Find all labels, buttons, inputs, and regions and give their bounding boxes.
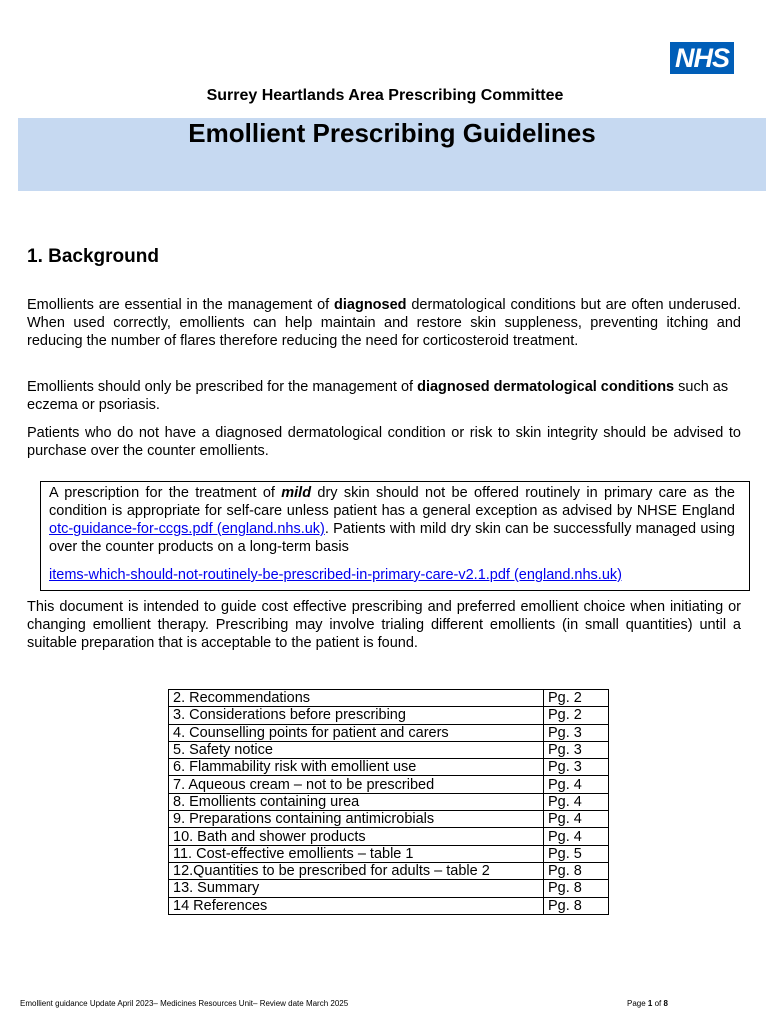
contents-page: Pg. 2 [544, 690, 609, 707]
committee-name: Surrey Heartlands Area Prescribing Committee [206, 87, 564, 104]
contents-row [169, 724, 609, 741]
contents-section: 3. Considerations before prescribing [169, 707, 544, 724]
contents-page: Pg. 3 [544, 724, 609, 741]
contents-section: 12.Quantities to be prescribed for adults – table 2 [169, 862, 544, 879]
notice-link-row [49, 566, 622, 584]
contents-section: 4. Counselling points for patient and carers [169, 724, 544, 741]
contents-row [169, 776, 609, 793]
contents-row [169, 897, 609, 914]
items-not-routinely-prescribed-link[interactable]: items-which-should-not-routinely-be-prescribed-in-primary-care-v2.1.pdf (england.nhs.uk) [49, 567, 622, 583]
notice-text: A prescription for the treatment of mild dry skin should not be offered routinely in primary care as the condition is appropriate for self-care unless patient has a general exception as advised by NHSE England otc-guidance-for-ccgs.pdf (england.nhs.uk). Patients with mild dry skin can be successfully managed using over the counter products on a long-term basis [49, 485, 735, 555]
contents-page: Pg. 4 [544, 776, 609, 793]
document-title: Emollient Prescribing Guidelines [188, 118, 596, 148]
background-paragraph-1: Emollients are essential in the management of diagnosed dermatological conditions but are often underused. When used correctly, emollients can help maintain and restore skin suppleness, preventing itching and reducing the number of flares therefore reducing the need for corticosteroid treatment. [27, 297, 741, 349]
footer-text: Emollient guidance Update April 2023– Medicines Resources Unit– Review date March 2025 [20, 999, 349, 1008]
mild-dry-skin-notice [40, 481, 750, 591]
contents-page: Pg. 4 [544, 793, 609, 810]
contents-section: 14 References [169, 897, 544, 914]
contents-page: Pg. 8 [544, 862, 609, 879]
contents-row [169, 759, 609, 776]
contents-section: 10. Bath and shower products [169, 828, 544, 845]
background-paragraph-2: Emollients should only be prescribed for the management of diagnosed dermatological conditions such as eczema or psoriasis. [27, 379, 729, 413]
contents-page: Pg. 4 [544, 811, 609, 828]
contents-page: Pg. 3 [544, 759, 609, 776]
contents-row [169, 741, 609, 758]
contents-page: Pg. 3 [544, 741, 609, 758]
contents-page: Pg. 5 [544, 845, 609, 862]
contents-row [169, 862, 609, 879]
contents-row [169, 845, 609, 862]
contents-section: 6. Flammability risk with emollient use [169, 759, 544, 776]
contents-section: 13. Summary [169, 880, 544, 897]
contents-section: 2. Recommendations [169, 690, 544, 707]
contents-row [169, 828, 609, 845]
nhs-logo: NHS [670, 42, 734, 74]
page-number: Page 1 of 8 [627, 999, 668, 1008]
contents-page: Pg. 4 [544, 828, 609, 845]
contents-page: Pg. 8 [544, 897, 609, 914]
contents-row [169, 880, 609, 897]
document-purpose-paragraph: This document is intended to guide cost effective prescribing and preferred emollient choice when initiating or changing emollient therapy. Prescribing may involve trialing different emollients (in small quantities) until a suitable preparation that is acceptable to the patient is found. [27, 599, 741, 651]
contents-row [169, 690, 609, 707]
contents-section: 9. Preparations containing antimicrobials [169, 811, 544, 828]
contents-row [169, 707, 609, 724]
contents-section: 7. Aqueous cream – not to be prescribed [169, 776, 544, 793]
contents-row [169, 793, 609, 810]
otc-guidance-link[interactable]: otc-guidance-for-ccgs.pdf (england.nhs.uk) [49, 521, 325, 537]
background-paragraph-3: Patients who do not have a diagnosed dermatological condition or risk to skin integrity should be advised to purchase over the counter emollients. [27, 425, 741, 459]
contents-section: 5. Safety notice [169, 741, 544, 758]
contents-table [168, 689, 609, 915]
contents-page: Pg. 2 [544, 707, 609, 724]
contents-page: Pg. 8 [544, 880, 609, 897]
contents-row [169, 811, 609, 828]
section-heading-background: 1. Background [27, 246, 159, 267]
contents-section: 8. Emollients containing urea [169, 793, 544, 810]
contents-section: 11. Cost-effective emollients – table 1 [169, 845, 544, 862]
